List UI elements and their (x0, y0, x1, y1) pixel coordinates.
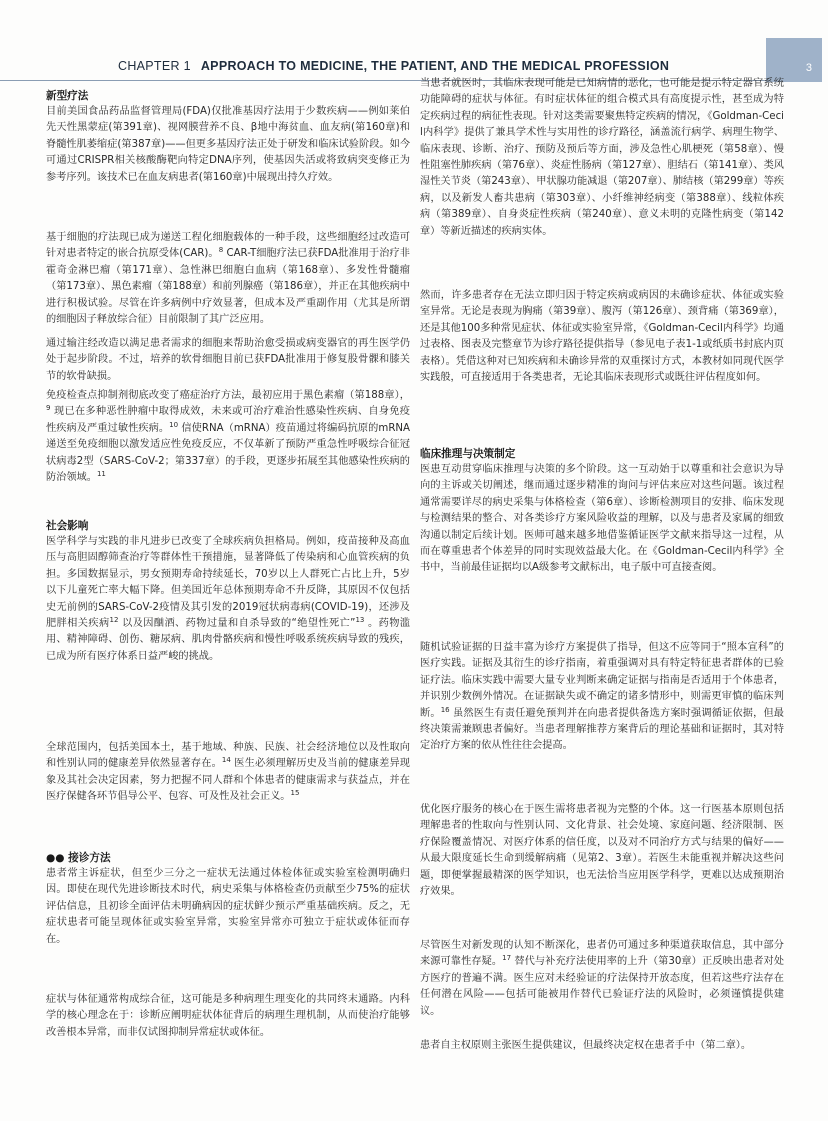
paragraph: 免疫检查点抑制剂彻底改变了癌症治疗方法，最初应用于黑色素瘤（第188章），$^9$ 现已在多种恶性肿瘤中取得成效，未来或可治疗难治性感染性疾病、自身免疫性疾病及严重过敏性疾病。$^{10}$ 信使RNA（mRNA）疫苗通过将编码抗原的mRNA递送至免疫细胞以激发适应性免疫反应，不仅革新了预防严重急性呼吸综合征冠状病毒2型（SARS-CoV-2；第337章）的手段，更逐步拓展至其他感染性疾病的防治领域。$^{11}$ (46, 390, 410, 484)
paragraph: 基于细胞的疗法现已成为递送工程化细胞载体的一种手段，这些细胞经过改造可针对患者特定的嵌合抗原受体(CAR)。$^8$ CAR-T细胞疗法已获FDA批准用于治疗非霍奇金淋巴瘤（第171章）、急性淋巴细胞白血病（第168章）、多发性骨髓瘤（第173章）、黑色素瘤（第188章）和前列腺癌（第186章），并正在其他疾病中进行积极试验。尽管在许多病例中疗效显著，但成本及严重副作用（尤其是所谓的细胞因子释放综合征）目前限制了其广泛应用。 (46, 232, 410, 326)
citation-ref: 15 (290, 789, 300, 798)
paragraph: 尽管医生对新发现的认知不断深化，患者仍可通过多种渠道获取信息，其中部分来源可靠性存疑。$^{17}$ 替代与补充疗法使用率的上升（第30章）正反映出患者对处方医疗的普遍不满。医生应对未经验证的疗法保持开放态度，但若这些疗法存在任何潜在风险——包括可能被用作替代已验证疗法的风险时，必须谨慎提供建议。 (420, 940, 785, 1017)
paragraph: 患者常主诉症状，但至少三分之一症状无法通过体检体征或实验室检测明确归因。即使在现代先进诊断技术时代，病史采集与体格检查仍贡献至少75%的症状评估信息，且初诊全面评估未明确病因的症状鲜少预示严重基础疾病。反之，无症状患者可能呈现体征或实验室异常，实验室异常亦可独立于症状或体征而存在。 (46, 868, 410, 945)
chapter-heading (118, 59, 669, 73)
paragraph: 症状与体征通常构成综合征，这可能是多种病理生理变化的共同终末通路。内科学的核心理念在于：诊断应阐明症状体征背后的病理生理机制，从而使治疗能够改善根本异常，而非仅试图抑制异常症状或体征。 (46, 994, 410, 1038)
paragraph: 患者自主权原则主张医生提供建议，但最终决定权在患者手中（第二章）。 (420, 1040, 752, 1051)
citation-ref: 12 (109, 616, 119, 625)
section-heading-clinical-reasoning: 临床推理与决策制定 (420, 448, 516, 460)
citation-ref: 10 (169, 420, 179, 429)
chapter-title: APPROACH TO MEDICINE, THE PATIENT, AND THE MEDICAL PROFESSION (200, 59, 670, 73)
paragraph: 全球范围内，包括美国本土，基于地域、种族、民族、社会经济地位以及性取向和性别认同的健康差异依然显著存在。$^{14}$ 医生必须理解历史及当前的健康差异现象及其社会决定因素，努力把握不同人群和个体患者的健康需求与获益点，并在医疗保健各环节倡导公平、包容、可及性及社会正义。$^{15}$ (46, 742, 410, 803)
section-heading-social-impact: 社会影响 (46, 520, 89, 532)
paragraph: 随机试验证据的日益丰富为诊疗方案提供了指导，但这不应等同于“照本宣科”的医疗实践。证据及其衍生的诊疗指南，着重强调对具有特定特征患者群体的已验证疗法。临床实践中需要大量专业判断来确定证据与指南是否适用于个体患者，并识别少数例外情况。在证据缺失或不确定的诸多情形中，则需更审慎的临床判断。$^{16}$ 虽然医生有责任避免预判并在向患者提供备选方案时强调循证依据，但最终决策需兼顾患者偏好。当患者理解推荐方案背后的理论基础和证据时，其对特定治疗方案的依从性往往会提高。 (420, 642, 784, 752)
citation-ref: 14 (221, 756, 231, 765)
citation-ref: 8 (218, 246, 224, 255)
section-heading-new-therapy: 新型疗法 (46, 90, 89, 102)
paragraph: 当患者就医时，其临床表现可能是已知病情的恶化，也可能是提示特定器官系统功能障碍的症状与体征。有时症状体征的组合模式具有高度提示性，甚至成为特定疾病过程的病征性表现。针对这类需要聚焦特定疾病的情况，《Goldman-Cecil内科学》提供了兼具学术性与实用性的诊疗路径，涵盖流行病学、病理生物学、临床表现、诊断、治疗、预防及预后等方面，涉及急性心肌梗死（第58章）、慢性阻塞性肺疾病（第76章）、炎症性肠病（第127章）、胆结石（第141章）、类风湿性关节炎（第243章）、甲状腺功能减退（第207章）、肺结核（第299章）等疾病，以及新发人畜共患病（第303章）、小纤维神经病变（第388章）、线粒体疾病（第389章）、自身炎症性疾病（第240章）、意义未明的克隆性病变（第142章）等新近描述的疾病实体。 (420, 78, 784, 237)
citation-ref: 9 (46, 404, 51, 413)
paragraph: 目前美国食品药品监督管理局(FDA)仅批准基因疗法用于少数疾病——例如莱伯先天性黑蒙症(第391章)、视网膜营养不良、β地中海贫血、血友病(第160章)和脊髓性肌萎缩症(第387章)——但更多基因疗法正处于研发和临床试验阶段。如今可通过CRISPR相关核酸酶靶向特定DNA序列，使基因失活或将致病突变修正为参考序列。该技术已在血友病患者(第160章)中展现出持久疗效。 (46, 106, 410, 183)
citation-ref: 16 (440, 705, 450, 714)
chapter-number: CHAPTER 1 (118, 59, 191, 73)
paragraph: 通过输注经改造以满足患者需求的细胞来帮助治愈受损或病变器官的再生医学仍处于起步阶段。不过，培养的软骨细胞目前已获FDA批准用于修复股骨髁和膝关节的软骨缺损。 (46, 338, 410, 382)
paragraph: 医学科学与实践的非凡进步已改变了全球疾病负担格局。例如，疫苗接种及高血压与高胆固醇筛查治疗等群体性干预措施，显著降低了传染病和心血管疾病的负担。多国数据显示，男女预期寿命持续延长，70岁以上人群死亡占比上升，5岁以下儿童死亡率大幅下降。但美国近年总体预期寿命不升反降，其原因不仅包括史无前例的SARS-CoV-2疫情及其引发的2019冠状病毒病(COVID-19)，还涉及肥胖相关疾病$^{12}$ 以及因酗酒、药物过量和自杀导致的“绝望性死亡”$^{13}$ 。药物滥用、精神障碍、创伤、糖尿病、肌肉骨骼疾病和慢性呼吸系统疾病导致的残疾，已成为所有医疗体系日益严峻的挑战。 (46, 536, 410, 662)
citation-ref: 13 (355, 616, 365, 625)
citation-ref: 11 (96, 470, 106, 479)
paragraph: 医患互动贯穿临床推理与决策的多个阶段。这一互动始于以尊重和社会意识为导向的主诉或关切阐述，继而通过逐步精准的询问与评估来应对这些问题。该过程通常需要详尽的病史采集与体格检查（第6章）、诊断检测项目的安排、临床发现与检测结果的整合、对各类诊疗方案风险收益的理解，以及与患者及家属的细致沟通以制定后续计划。医师可越来越多地借鉴循证医学文献来指导这一过程，从而在尊重患者个体差异的同时实现效益最大化。在《Goldman-Cecil内科学》全书中，当前最佳证据均以A级参考文献标出，电子版中可直接查阅。 (420, 464, 784, 574)
paragraph: 然而，许多患者存在无法立即归因于特定疾病或病因的未确诊症状、体征或实验室异常。无论是表现为胸痛（第39章）、腹泻（第126章）、颈背痛（第369章），还是其他100多种常见症状、体征或实验室异常，《Goldman-Cecil内科学》均通过表格、图表及完整章节为诊疗路径提供指导（参见电子表1-1或纸质书封底内页表格）。凭借这种对已知疾病和未确诊异常的双重探讨方式，本教材如同现代医学实践般，可直接适用于各类患者，无论其临床表现形式或既往评估程度如何。 (420, 290, 784, 384)
page-number: 3 (805, 62, 812, 74)
section-heading-consultation: ●● 接诊方法 (46, 852, 111, 864)
paragraph: 优化医疗服务的核心在于医生需将患者视为完整的个体。这一行医基本原则包括理解患者的性取向与性别认同、文化背景、社会处境、家庭问题、经济限制、医疗保险覆盖情况、对医疗体系的信任度，以及对不同治疗方式与结果的偏好——从最大限度延长生命到缓解病痛（见第2、3章）。若医生未能重视并解决这些问题，即便掌握最精深的医学知识，也无法恰当应用医学科学，更难以达成预期治疗效果。 (420, 804, 784, 898)
citation-ref: 17 (502, 954, 512, 963)
